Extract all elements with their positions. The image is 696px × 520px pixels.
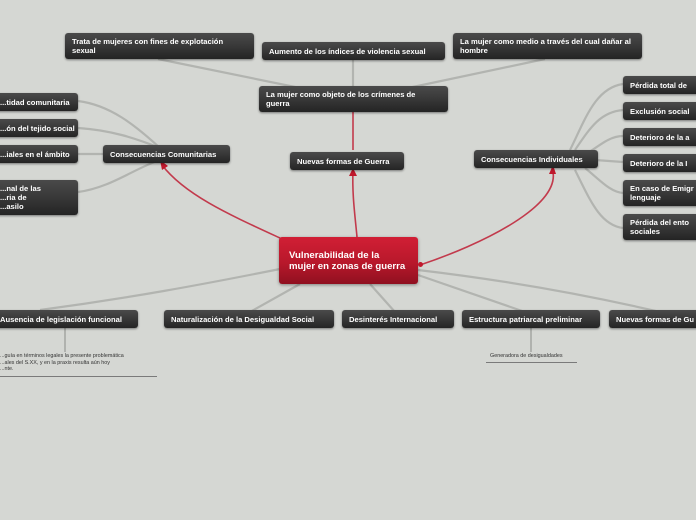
line-right-5 <box>585 168 623 193</box>
line-left-4 <box>78 160 160 192</box>
cause-estructura-patriarcal[interactable]: Estructura patriarcal preliminar <box>462 310 600 328</box>
right-item-6[interactable]: Pérdida del ento sociales <box>623 214 696 240</box>
central-topic[interactable]: Vulnerabilidad de la mujer en zonas de guerra <box>279 237 418 284</box>
cause-ausencia-legislacion[interactable]: Ausencia de legislación funcional <box>0 310 138 328</box>
right-item-4[interactable]: Deterioro de la I <box>623 154 696 172</box>
line-trata <box>158 59 300 88</box>
topic-trata[interactable]: Trata de mujeres con fines de explotación sexual <box>65 33 254 59</box>
note-ausencia-underline <box>0 376 157 377</box>
line-medio <box>408 59 545 88</box>
left-item-4[interactable]: ...nal de las ...ria de ...asilo <box>0 180 78 215</box>
note-estructura-underline <box>486 362 577 363</box>
note-ausencia: ...guía en términos legales la presente problemática ...ales del S.XX, y en la praxis resulta aún hoy ...nte. <box>0 353 124 373</box>
line-ausencia <box>40 268 285 310</box>
line-estructura <box>418 275 525 312</box>
line-right-2 <box>575 110 623 150</box>
right-item-5[interactable]: En caso de Emigr lenguaje <box>623 180 696 206</box>
line-right-1 <box>570 84 623 150</box>
line-central-individuales <box>420 168 553 265</box>
branch-consecuencias-individuales[interactable]: Consecuencias Individuales <box>474 150 598 168</box>
topic-medio[interactable]: La mujer como medio a través del cual dañar al hombre <box>453 33 642 59</box>
right-item-1[interactable]: Pérdida total de <box>623 76 696 94</box>
topic-aumento[interactable]: Aumento de los índices de violencia sexual <box>262 42 445 60</box>
left-item-2[interactable]: ...ón del tejido social <box>0 119 78 137</box>
cause-naturalizacion[interactable]: Naturalización de la Desigualdad Social <box>164 310 334 328</box>
right-item-3[interactable]: Deterioro de la a <box>623 128 696 146</box>
right-item-2[interactable]: Exclusión social <box>623 102 696 120</box>
line-desinteres <box>370 284 395 312</box>
line-central-nuevas <box>353 170 357 237</box>
cause-nuevas-formas[interactable]: Nuevas formas de Gu <box>609 310 696 328</box>
left-item-1[interactable]: ...tidad comunitaria <box>0 93 78 111</box>
line-central-comunitarias <box>162 165 280 238</box>
topic-objeto[interactable]: La mujer como objeto de los crímenes de guerra <box>259 86 448 112</box>
central-connector-dot <box>418 262 423 267</box>
branch-consecuencias-comunitarias[interactable]: Consecuencias Comunitarias <box>103 145 230 163</box>
line-left-1 <box>78 101 160 148</box>
note-estructura: Generadora de desigualdades <box>490 353 563 359</box>
branch-nuevas-formas-guerra[interactable]: Nuevas formas de Guerra <box>290 152 404 170</box>
line-naturalizacion <box>250 284 300 312</box>
left-item-3[interactable]: ...iales en el ámbito <box>0 145 78 163</box>
line-right-4 <box>595 160 623 162</box>
cause-desinteres-internacional[interactable]: Desinterés Internacional <box>342 310 454 328</box>
line-nuevas-right <box>418 270 660 312</box>
